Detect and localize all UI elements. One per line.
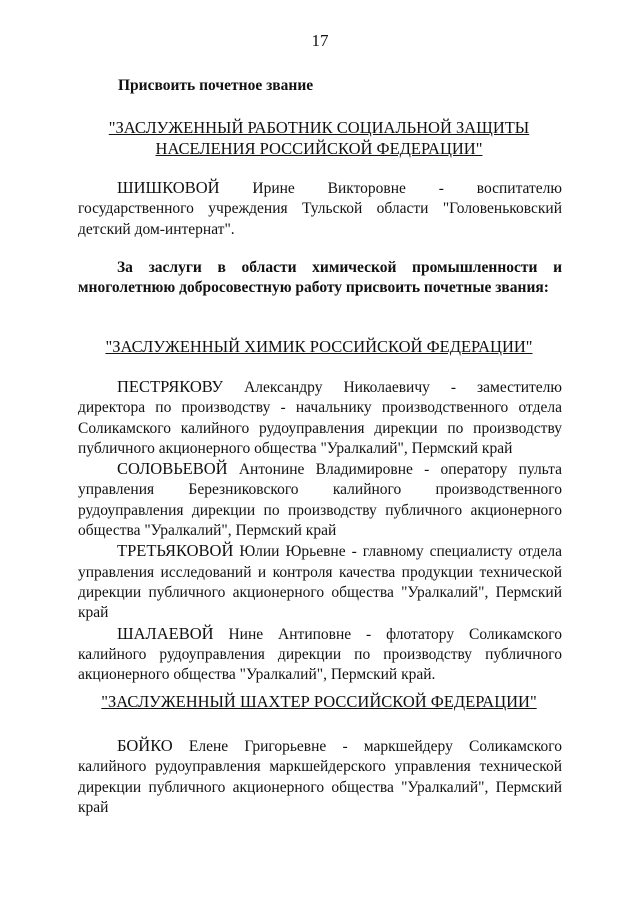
recipient-surname: ПЕСТРЯКОВУ [117,377,224,396]
recipient-details: Елене Григорьевне - маркшейдеру Соликамского калийного рудоуправления маркшейдерского управления технической дирекции публичного акционерного общества "Уралкалий", Пермский край [78,738,562,816]
recipient-surname: ШИШКОВОЙ [117,178,220,197]
section-preamble: За заслуги в области химической промышленности и многолетнюю добросовестную работу присвоить почетные звания: [78,259,562,297]
award-entries-chemist [78,377,562,685]
recipient-surname: ТРЕТЬЯКОВОЙ [117,541,234,561]
award-title-line: НАСЕЛЕНИЯ РОССИЙСКОЙ ФЕДЕРАЦИИ" [155,139,483,158]
intro-heading: Присвоить почетное звание [118,77,314,94]
recipient-surname: ШАЛАЕВОЙ [117,623,214,643]
award-title-line: "ЗАСЛУЖЕННЫЙ РАБОТНИК СОЦИАЛЬНОЙ ЗАЩИТЫ [108,118,530,137]
award-entry [78,736,562,818]
award-title-miner: "ЗАСЛУЖЕННЫЙ ШАХТЕР РОССИЙСКОЙ ФЕДЕРАЦИИ" [101,692,537,711]
recipient-details: Александру Николаевичу - заместителю директора по производству - начальнику производственного отдела Соликамского калийного рудоуправления дирекции по производству публичного акционерного общества "Уралкалий", Пермский край [78,379,562,457]
recipient-surname: СОЛОВЬЕВОЙ [117,459,228,479]
award-entry [78,541,562,623]
award-entry [78,377,562,459]
recipient-details: Антонине Владимировне - оператору пульта управления Березниковского калийного производственного рудоуправления дирекции по производству публичного акционерного общества "Уралкалий", Пермский край [78,461,562,540]
recipient-details: Нине Антиповне - флотатору Соликамского калийного рудоуправления дирекции по производству публичного акционерного общества "Уралкалий", Пермский край. [78,625,562,684]
page-number: 17 [311,31,329,50]
award-entry [78,178,562,240]
recipient-details: Ирине Викторовне - воспитателю государственного учреждения Тульской области "Головеньковский детский дом-интернат". [78,180,562,238]
recipient-surname: БОЙКО [117,736,173,755]
award-title-chemist: "ЗАСЛУЖЕННЫЙ ХИМИК РОССИЙСКОЙ ФЕДЕРАЦИИ" [105,337,533,356]
award-entry [78,459,562,541]
award-entry [78,624,562,686]
recipient-details: Юлии Юрьевне - главному специалисту отдела управления исследований и контроля качества продукции технической дирекции публичного акционерного общества "Уралкалий", Пермский край [78,543,562,622]
award-title-social [78,117,560,159]
